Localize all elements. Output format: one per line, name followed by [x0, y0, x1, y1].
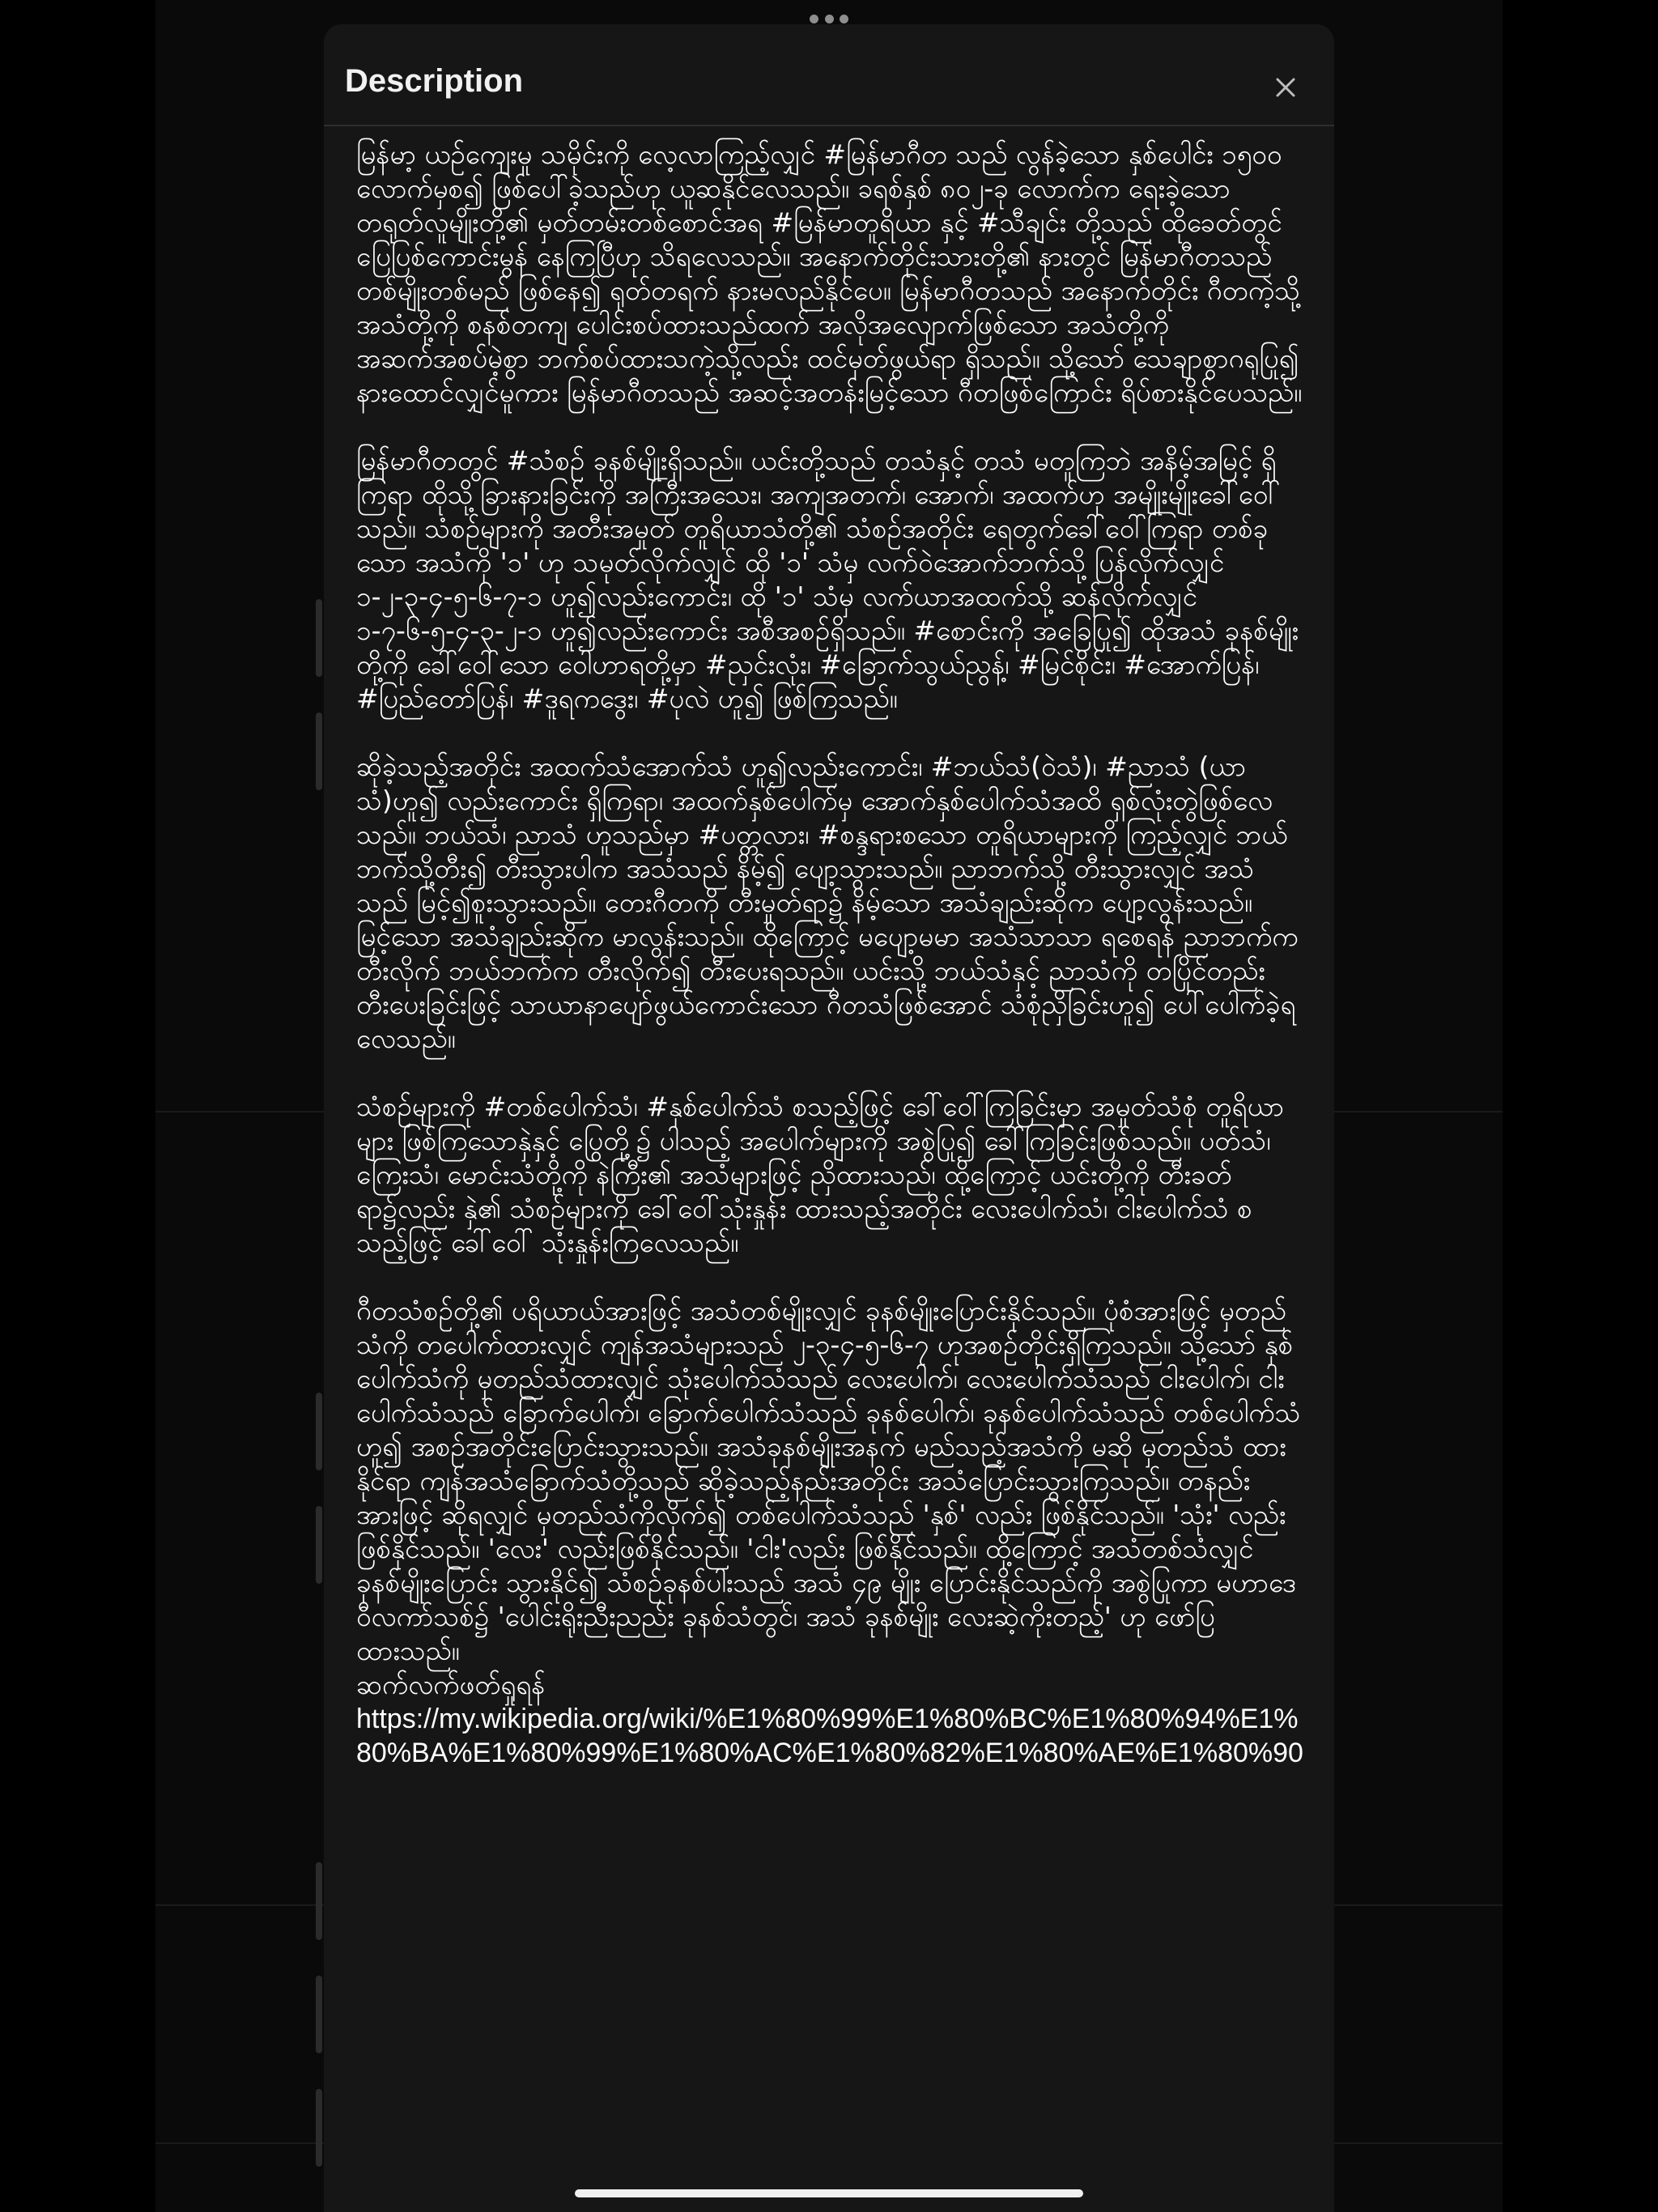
background-tab-edge [316, 599, 322, 677]
sheet-title: Description [345, 63, 524, 99]
description-content[interactable] [356, 138, 1303, 2186]
close-icon [1268, 70, 1303, 105]
description-paragraph: မြန်မာဂီတတွင် #သံစဉ် ခုနစ်မျိုးရှိသည်။ ယင်းတို့သည် တသံနှင့် တသံ မတူကြဘဲ အနိမ့်အမြင့် ရှိကြရာ ထိုသို့ခြားနားခြင်းကို အကြီးအသေး၊ အကျအတက်၊ အောက်၊ အထက်ဟု အမျိုးမျိုးခေါ်ဝေါ်သည်။ သံစဉ်များကို အတီးအမှုတ် တူရိယာသံတို့၏ သံစဉ်အတိုင်း ရေတွက်ခေါ်ဝေါ်ကြရာ တစ်ခုသော အသံကို '၁' ဟု သမုတ်လိုက်လျှင် ထို '၁' သံမှ လက်ဝဲအောက်ဘက်သို့ ပြန်လိုက်လျှင် ၁-၂-၃-၄-၅-၆-၇-၁ ဟူ၍လည်းကောင်း၊ ထို '၁' သံမှ လက်ယာအထက်သို့ ဆန်လိုက်လျှင် ၁-၇-၆-၅-၄-၃-၂-၁ ဟူ၍လည်းကောင်း အစီအစဉ်ရှိသည်။ #စောင်းကို အခြေပြု၍ ထိုအသံ ခုနစ်မျိုးတို့ကို ခေါ်ဝေါ်သော ဝေါဟာရတို့မှာ #ညှင်းလုံး၊ #ခြောက်သွယ်ညွန့်၊ #မြင်စိုင်း၊ #အောက်ပြန်၊ #ပြည်တော်ပြန်၊ #ဒူရကဒွေး၊ #ပုလဲ ဟူ၍ ဖြစ်ကြသည်။ [356, 445, 1299, 714]
background-tab-edge [316, 713, 322, 790]
more-horizontal-icon[interactable] [810, 13, 848, 24]
home-indicator[interactable] [575, 2189, 1083, 2197]
description-paragraph: သံစဉ်များကို #တစ်ပေါက်သံ၊ #နှစ်ပေါက်သံ စသည့်ဖြင့် ခေါ်ဝေါ်ကြခြင်းမှာ အမှုတ်သံစုံ တူရိယာများ ဖြစ်ကြသောနှဲနှင့် ပြွေတို့၌ ပါသည့် အပေါက်များကို အစွဲပြု၍ ခေါ်ကြခြင်းဖြစ်သည်။ ပတ်သံ၊ ကြေးသံ၊ မောင်းသံတို့ကို နဲကြီး၏ အသံများဖြင့် ညှိထားသည်၊ ထို့ကြောင့် ယင်းတို့ကို တီးခတ်ရာ၌လည်း နှဲ၏ သံစဉ်များကို ခေါ်ဝေါ်သုံးနှုန်း ထားသည့်အတိုင်း လေးပေါက်သံ၊ ငါးပေါက်သံ စသည့်ဖြင့် ခေါ်ဝေါ် သုံးနှုန်းကြလေသည်။ [356, 1091, 1285, 1258]
background-tab-edge [316, 1862, 322, 1940]
dot [825, 15, 834, 23]
background-tab-edge [316, 2089, 322, 2167]
description-paragraph-text: ဂီတသံစဉ်တို့၏ ပရိယာယ်အားဖြင့် အသံတစ်မျိုးလျှင် ခုနစ်မျိုးပြောင်းနိုင်သည်။ ပုံစံအားဖြင့် မှတည်သံကို တပေါက်ထားလျှင် ကျန်အသံများသည် ၂-၃-၄-၅-၆-၇ ဟုအစဉ်တိုင်းရှိကြသည်။ သို့သော် နှစ်ပေါက်သံကို မှတည်သံထားလျှင် သုံးပေါက်သံသည် လေးပေါက်၊ လေးပေါက်သံသည် ငါးပေါက်၊ ငါးပေါက်သံသည် ခြောက်ပေါက်၊ ခြောက်ပေါက်သံသည် ခုနစ်ပေါက်၊ ခုနစ်ပေါက်သံသည် တစ်ပေါက်သံဟူ၍ အစဉ်အတိုင်းပြောင်းသွားသည်။ အသံခုနစ်မျိုးအနက် မည်သည့်အသံကို မဆို မှတည်သံ ထားနိုင်ရာ ကျန်အသံခြောက်သံတို့သည် ဆိုခဲ့သည့်နည်းအတိုင်း အသံပြောင်းသွားကြသည်။ တနည်းအားဖြင့် ဆိုရလျှင် မှတည်သံကိုလိုက်၍ တစ်ပေါက်သံသည် 'နှစ်' လည်း ဖြစ်နိုင်သည်။ 'သုံး' လည်းဖြစ်နိုင်သည်။ 'လေး' လည်းဖြစ်နိုင်သည်။ 'ငါး'လည်း ဖြစ်နိုင်သည်။ ထို့ကြောင့် အသံတစ်သံလျှင် ခုနစ်မျိုးပြောင်း သွားနိုင်၍ သံစဉ်ခုနစ်ပါးသည် အသံ ၄၉ မျိုး ပြောင်းနိုင်သည်ကို အစွဲပြုကာ မဟာဒေဝီလကာ်သစ်၌ 'ပေါင်းရိုးညီးညည်း ခုနစ်သံတွင်၊ အသံ ခုနစ်မျိုး လေးဆဲ့ကိုးတည့်' ဟု ဖော်ပြထားသည်။ [356, 1295, 1301, 1666]
description-paragraph: မြန်မာ့ ယဉ်ကျေးမှု သမိုင်းကို လေ့လာကြည့်လျှင် #မြန်မာဂီတ သည် လွန်ခဲ့သော နှစ်ပေါင်း ၁၅၀၀ လောက်မှစ၍ ဖြစ်ပေါ်ခဲ့သည်ဟု ယူဆနိုင်လေသည်။ ခရစ်နှစ် ၈၀၂-ခု လောက်က ရေးခဲ့သော တရုတ်လူမျိုးတို့၏ မှတ်တမ်းတစ်စောင်အရ #မြန်မာတူရိယာ နှင့် #သီချင်း တို့သည် ထိုခေတ်တွင် ပြေပြစ်ကောင်းမွန် နေကြပြီဟု သိရလေသည်။ အနောက်တိုင်းသားတို့၏ နားတွင် မြန်မာဂီတသည် တစ်မျိုးတစ်မည် ဖြစ်နေ၍ ရုတ်တရက် နားမလည်နိုင်ပေ။ မြန်မာဂီတသည် အနောက်တိုင်း ဂီတကဲ့သို့ အသံတို့ကို စနစ်တကျ ပေါင်းစပ်ထားသည်ထက် အလိုအလျောက်ဖြစ်သော အသံတို့ကို အဆက်အစပ်မဲ့စွာ ဘက်စပ်ထားသကဲ့သို့လည်း ထင်မှတ်ဖွယ်ရာ ရှိသည်။ သို့သော် သေချာစွာဂရုပြု၍ နားထောင်လျှင်မူကား မြန်မာဂီတသည် အဆင့်အတန်းမြင့်သော ဂီတဖြစ်ကြောင်း ရိပ်စားနိုင်ပေသည်။ [356, 138, 1303, 408]
description-sheet [324, 24, 1334, 2212]
background-tab-edge [316, 1506, 322, 1584]
close-button[interactable] [1268, 70, 1303, 105]
dot [840, 15, 848, 23]
sheet-header [324, 24, 1334, 126]
description-paragraph [356, 1294, 1303, 1770]
description-paragraph: ဆိုခဲ့သည့်အတိုင်း အထက်သံအောက်သံ ဟူ၍လည်းကောင်း၊ #ဘယ်သံ(ဝဲသံ)၊ #ညာသံ (ယာသံ)ဟူ၍ လည်းကောင်း ရှိကြရာ၊ အထက်နှစ်ပေါက်မှ အောက်နှစ်ပေါက်သံအထိ ရှစ်လုံးတွဲဖြစ်လေသည်။ ဘယ်သံ၊ ညာသံ ဟူသည်မှာ #ပတ္တလား၊ #စန္ဒရားစသော တူရိယာများကို ကြည့်လျှင် ဘယ်ဘက်သို့တီး၍ တီးသွားပါက အသံသည် နိမ့်၍ ပျော့သွားသည်။ ညာဘက်သို့ တီးသွားလျှင် အသံသည် မြင့်၍စူးသွားသည်။ တေးဂီတကို တီးမှုတ်ရာ၌ နိမ့်သော အသံချည်းဆိုက ပျော့လွန်းသည်။ မြင့်သော အသံချည်းဆိုက မာလွန်းသည်။ ထိုကြောင့် မပျော့မမာ အသံသာသာ ရစေရန် ညာဘက်က တီးလိုက် ဘယ်ဘက်က တီးလိုက်၍ တီးပေးရသည်။ ယင်းသို့ ဘယ်သံနှင့် ညာသံကို တပြိုင်တည်း တီးပေးခြင်းဖြင့် သာယာနာပျော်ဖွယ်ကောင်းသော ဂီတသံဖြစ်အောင် သံစုံညှိခြင်းဟူ၍ ပေါ်ပေါက်ခဲ့ရလေသည်။ [356, 751, 1299, 1054]
background-tab-edge [316, 1393, 322, 1470]
source-link[interactable]: https://my.wikipedia.org/wiki/%E1%80%99%E1%80%BC%E1%80%94%E1%80%BA%E1%80%99%E1%80%AC%E1%80%82%E1%80%AE%E1%80%90 [356, 1704, 1303, 1768]
read-more-label: ဆက်လက်ဖတ်ရှုရန် [356, 1669, 546, 1700]
dot [810, 15, 818, 23]
background-tab-edge [316, 1976, 322, 2053]
